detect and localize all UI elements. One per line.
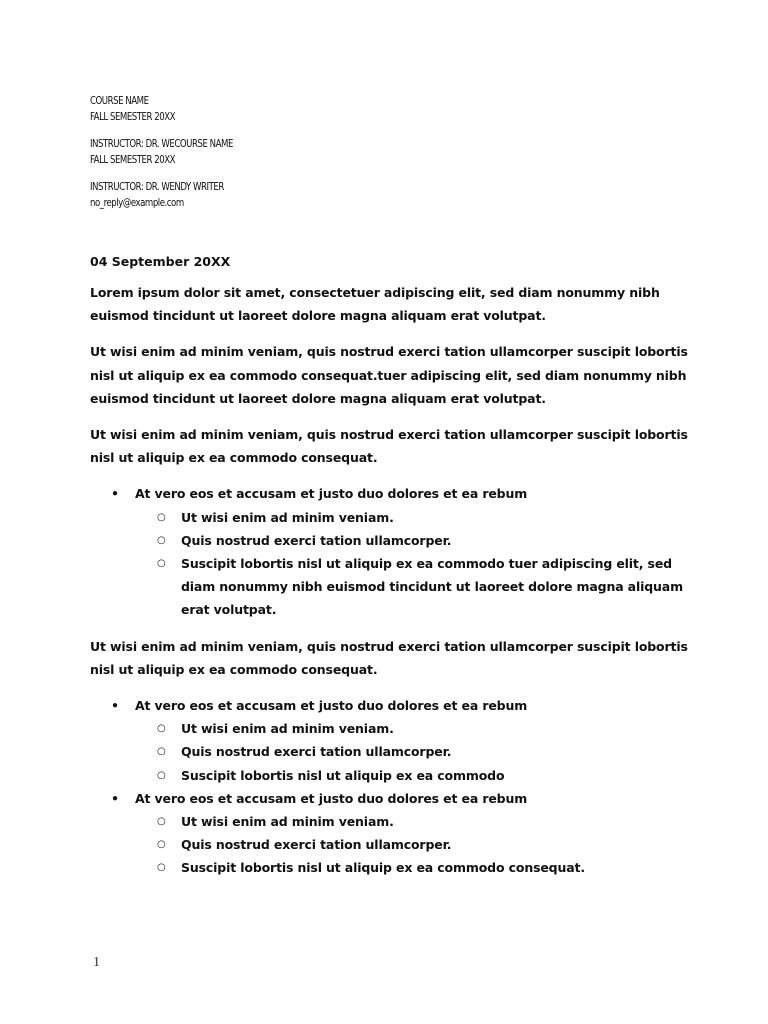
sub-list-item bbox=[135, 529, 690, 552]
sub-list-item bbox=[135, 810, 690, 833]
list-item bbox=[90, 787, 690, 880]
bullet-dot-icon: ● bbox=[112, 792, 119, 804]
sub-list-item-text: Suscipit lobortis nisl ut aliquip ex ea commodo bbox=[181, 767, 505, 783]
semester: FALL SEMESTER 20XX bbox=[90, 110, 176, 123]
list-item-text: At vero eos et accusam et justo duo dolores et ea rebum bbox=[135, 486, 528, 502]
bullet-circle-icon: ○ bbox=[157, 558, 166, 570]
header-instructor-block-1 bbox=[90, 136, 558, 168]
sub-list-item-text: Ut wisi enim ad minim veniam. bbox=[181, 814, 394, 830]
list-item-text: At vero eos et accusam et justo duo dolores et ea rebum bbox=[135, 790, 528, 806]
bullet-circle-icon: ○ bbox=[157, 534, 166, 546]
sub-list-item-text: Ut wisi enim ad minim veniam. bbox=[181, 509, 394, 525]
bullet-circle-icon: ○ bbox=[157, 723, 166, 735]
header-instructor-block-2 bbox=[90, 179, 558, 211]
paragraph-1: Lorem ipsum dolor sit amet, consectetuer adipiscing elit, sed diam nonummy nibh euismod tincidunt ut laoreet dolore magna aliquam erat volutpat. bbox=[90, 285, 660, 324]
bullet-list-2 bbox=[90, 694, 690, 880]
header-course-block bbox=[90, 93, 558, 125]
bullet-circle-icon: ○ bbox=[157, 839, 166, 851]
paragraph-2: Ut wisi enim ad minim veniam, quis nostrud exerci tation ullamcorper suscipit lobortis nisl ut aliquip ex ea commodo consequat.tuer adipiscing elit, sed diam nonummy nibh euismod tincidunt ut laoreet dolore magna aliquam erat volutpat. bbox=[90, 344, 688, 406]
sub-list-item bbox=[135, 552, 690, 622]
bullet-dot-icon: ● bbox=[112, 488, 119, 500]
sub-list-item-text: Quis nostrud exerci tation ullamcorper. bbox=[181, 837, 452, 853]
sub-list-item-text: Suscipit lobortis nisl ut aliquip ex ea commodo tuer adipiscing elit, sed diam nonummy nibh euismod tincidunt ut laoreet dolore magna aliquam erat volutpat. bbox=[181, 556, 683, 618]
bullet-circle-icon: ○ bbox=[157, 862, 166, 874]
course-name: COURSE NAME bbox=[90, 94, 149, 107]
bullet-circle-icon: ○ bbox=[157, 511, 166, 523]
sub-list-item bbox=[135, 856, 690, 879]
sub-list-item-text: Suscipit lobortis nisl ut aliquip ex ea commodo consequat. bbox=[181, 860, 585, 876]
sub-list bbox=[135, 717, 690, 787]
document-page bbox=[90, 93, 690, 893]
bullet-circle-icon: ○ bbox=[157, 746, 166, 758]
sub-list bbox=[135, 810, 690, 880]
page-number: 1 bbox=[93, 955, 100, 970]
list-item bbox=[90, 482, 690, 621]
sub-list-item bbox=[135, 717, 690, 740]
sub-list-item bbox=[135, 506, 690, 529]
list-item-text: At vero eos et accusam et justo duo dolores et ea rebum bbox=[135, 698, 528, 714]
bullet-circle-icon: ○ bbox=[157, 816, 166, 828]
instructor-email: no_reply@example.com bbox=[90, 196, 184, 209]
sub-list-item bbox=[135, 740, 690, 763]
bullet-circle-icon: ○ bbox=[157, 769, 166, 781]
sub-list-item-text: Quis nostrud exerci tation ullamcorper. bbox=[181, 744, 452, 760]
bullet-dot-icon: ● bbox=[112, 700, 119, 712]
sub-list-item-text: Ut wisi enim ad minim veniam. bbox=[181, 721, 394, 737]
document-date: 04 September 20XX bbox=[90, 254, 231, 269]
sub-list-item bbox=[135, 764, 690, 787]
instructor-line: INSTRUCTOR: DR. WECOURSE NAME bbox=[90, 137, 233, 150]
bullet-list-1 bbox=[90, 482, 690, 621]
semester: FALL SEMESTER 20XX bbox=[90, 153, 176, 166]
list-item bbox=[90, 694, 690, 787]
sub-list bbox=[135, 506, 690, 622]
sub-list-item-text: Quis nostrud exerci tation ullamcorper. bbox=[181, 532, 452, 548]
paragraph-4: Ut wisi enim ad minim veniam, quis nostrud exerci tation ullamcorper suscipit lobortis nisl ut aliquip ex ea commodo consequat. bbox=[90, 638, 688, 677]
instructor-name: INSTRUCTOR: DR. WENDY WRITER bbox=[90, 180, 224, 193]
sub-list-item bbox=[135, 833, 690, 856]
paragraph-3: Ut wisi enim ad minim veniam, quis nostrud exerci tation ullamcorper suscipit lobortis nisl ut aliquip ex ea commodo consequat. bbox=[90, 427, 688, 466]
